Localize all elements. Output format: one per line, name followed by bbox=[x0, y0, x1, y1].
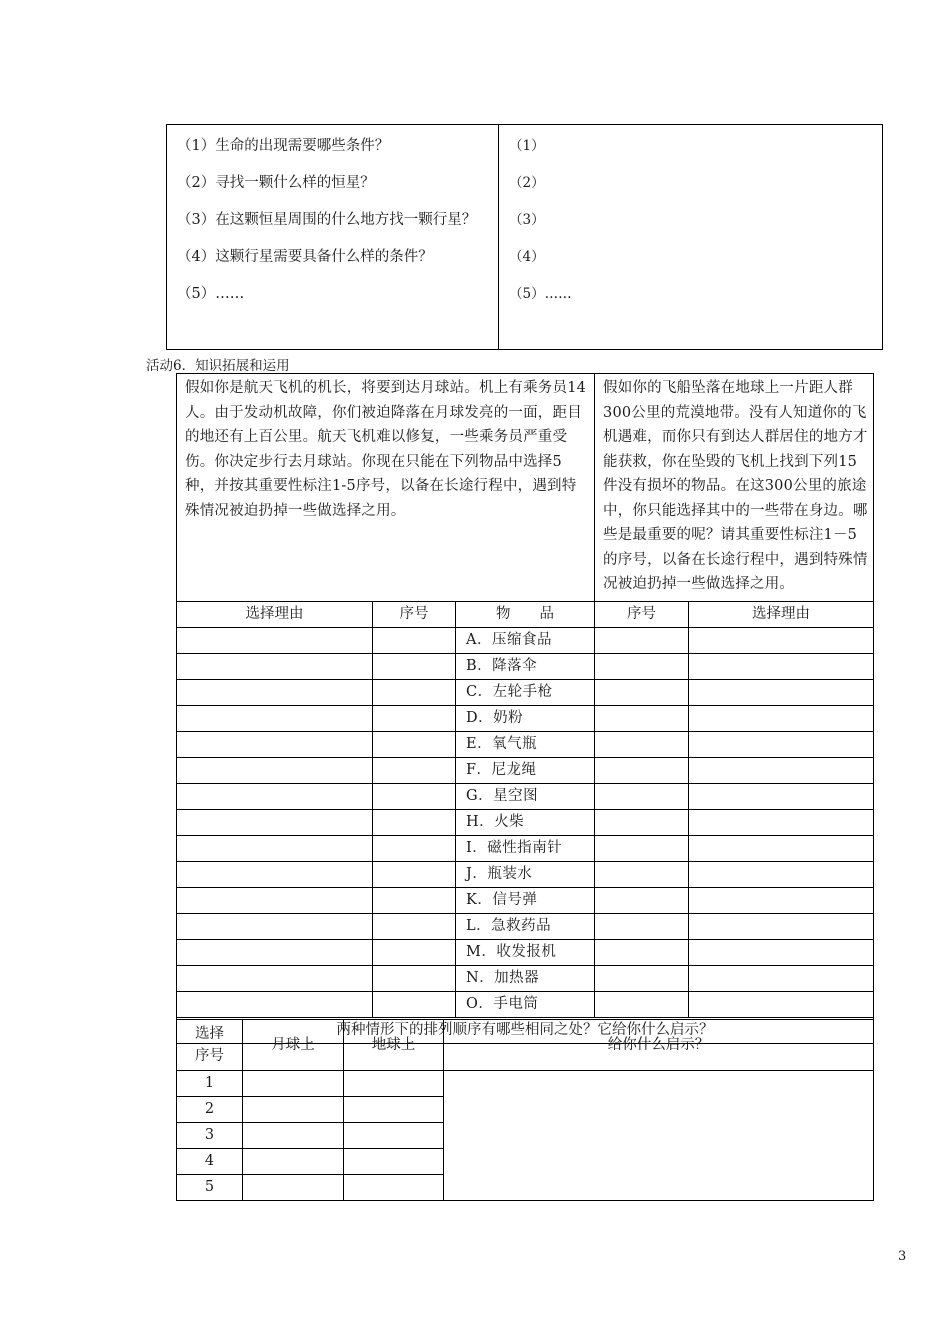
reason-right-cell[interactable] bbox=[689, 627, 874, 653]
item-row bbox=[177, 783, 874, 809]
conditions-question-box bbox=[166, 124, 883, 350]
item-label: I．磁性指南针 bbox=[456, 835, 595, 861]
item-label: G．星空图 bbox=[456, 783, 595, 809]
reason-right-cell[interactable] bbox=[689, 757, 874, 783]
rank-number: 4 bbox=[177, 1149, 243, 1175]
reason-right-cell[interactable] bbox=[689, 887, 874, 913]
reason-right-cell[interactable] bbox=[689, 861, 874, 887]
item-row bbox=[177, 809, 874, 835]
seq-header-line1: 选择 bbox=[195, 1026, 224, 1042]
reason-left-cell[interactable] bbox=[177, 887, 373, 913]
item-label: E．氧气瓶 bbox=[456, 731, 595, 757]
reason-left-cell[interactable] bbox=[177, 757, 373, 783]
questions-column bbox=[167, 125, 499, 350]
question-2: （2）寻找一颗什么样的恒星？ bbox=[177, 175, 375, 191]
seq-right-cell[interactable] bbox=[595, 653, 689, 679]
answer-3: （3） bbox=[509, 212, 545, 228]
answer-4: （4） bbox=[509, 249, 545, 265]
item-label: B．降落伞 bbox=[456, 653, 595, 679]
moon-rank-cell[interactable] bbox=[243, 1071, 344, 1097]
item-label: N．加热器 bbox=[456, 965, 595, 991]
seq-right-cell[interactable] bbox=[595, 991, 689, 1017]
item-row bbox=[177, 705, 874, 731]
earth-rank-cell[interactable] bbox=[344, 1123, 444, 1149]
seq-left-cell[interactable] bbox=[373, 861, 456, 887]
reason-left-cell[interactable] bbox=[177, 783, 373, 809]
item-label: C．左轮手枪 bbox=[456, 679, 595, 705]
moon-scenario: 假如你是航天飞机的机长，将要到达月球站。机上有乘务员14人。由于发动机故障，你们被迫降落在月球发亮的一面，距目的地还有上百公里。航天飞机难以修复，一些乘务员严重受伤。你决定步行去月球站。你现在只能在下列物品中选择5种，并按其重要性标注1-5序号，以备在长途行程中，遇到特殊情况被迫扔掉一些做选择之用。 bbox=[177, 374, 595, 602]
seq-header bbox=[177, 1020, 243, 1071]
seq-left-cell[interactable] bbox=[373, 653, 456, 679]
answers-column[interactable] bbox=[499, 125, 883, 350]
item-row bbox=[177, 731, 874, 757]
seq-left-cell[interactable] bbox=[373, 939, 456, 965]
rank-number: 3 bbox=[177, 1123, 243, 1149]
earth-rank-cell[interactable] bbox=[344, 1097, 444, 1123]
reason-left-cell[interactable] bbox=[177, 913, 373, 939]
reason-right-cell[interactable] bbox=[689, 705, 874, 731]
item-row bbox=[177, 991, 874, 1017]
question-4: （4）这颗行星需要具备什么样的条件？ bbox=[177, 249, 433, 265]
seq-left-cell[interactable] bbox=[373, 757, 456, 783]
seq-right-cell[interactable] bbox=[595, 627, 689, 653]
item-label: A．压缩食品 bbox=[456, 627, 595, 653]
reason-right-cell[interactable] bbox=[689, 913, 874, 939]
seq-left-cell[interactable] bbox=[373, 887, 456, 913]
moon-rank-cell[interactable] bbox=[243, 1097, 344, 1123]
rank-number: 2 bbox=[177, 1097, 243, 1123]
reason-right-cell[interactable] bbox=[689, 965, 874, 991]
earth-rank-cell[interactable] bbox=[344, 1149, 444, 1175]
reason-left-cell[interactable] bbox=[177, 705, 373, 731]
moon-rank-cell[interactable] bbox=[243, 1149, 344, 1175]
seq-right-cell[interactable] bbox=[595, 861, 689, 887]
reason-right-cell[interactable] bbox=[689, 679, 874, 705]
seq-left-cell[interactable] bbox=[373, 783, 456, 809]
seq-left-cell[interactable] bbox=[373, 835, 456, 861]
moon-header: 月球上 bbox=[243, 1020, 344, 1071]
earth-rank-cell[interactable] bbox=[344, 1175, 444, 1201]
ranking-row bbox=[177, 1071, 874, 1097]
question-3: （3）在这颗恒星周围的什么地方找一颗行星？ bbox=[177, 212, 477, 228]
reason-right-header: 选择理由 bbox=[689, 601, 874, 627]
reason-left-cell[interactable] bbox=[177, 835, 373, 861]
insight-header: 给你什么启示？ bbox=[444, 1020, 874, 1071]
seq-left-cell[interactable] bbox=[373, 627, 456, 653]
question-5: （5）…… bbox=[177, 286, 245, 302]
item-label: O．手电筒 bbox=[456, 991, 595, 1017]
earth-header: 地球上 bbox=[344, 1020, 444, 1071]
activity-title: 活动6．知识拓展和运用 bbox=[146, 358, 290, 374]
ranking-comparison-table bbox=[176, 1019, 874, 1201]
item-row bbox=[177, 835, 874, 861]
seq-left-cell[interactable] bbox=[373, 991, 456, 1017]
survival-items-table bbox=[176, 373, 874, 1044]
reason-right-cell[interactable] bbox=[689, 991, 874, 1017]
item-row bbox=[177, 757, 874, 783]
seq-left-cell[interactable] bbox=[373, 965, 456, 991]
reason-left-header: 选择理由 bbox=[177, 601, 373, 627]
rank-number: 5 bbox=[177, 1175, 243, 1201]
reason-right-cell[interactable] bbox=[689, 809, 874, 835]
seq-left-header: 序号 bbox=[373, 601, 456, 627]
item-label: J．瓶装水 bbox=[456, 861, 595, 887]
moon-rank-cell[interactable] bbox=[243, 1123, 344, 1149]
seq-left-cell[interactable] bbox=[373, 913, 456, 939]
item-row bbox=[177, 887, 874, 913]
item-label: D．奶粉 bbox=[456, 705, 595, 731]
reason-right-cell[interactable] bbox=[689, 783, 874, 809]
seq-right-cell[interactable] bbox=[595, 757, 689, 783]
item-label: H．火柴 bbox=[456, 809, 595, 835]
reason-left-cell[interactable] bbox=[177, 861, 373, 887]
item-row bbox=[177, 679, 874, 705]
reason-right-cell[interactable] bbox=[689, 939, 874, 965]
seq-right-cell[interactable] bbox=[595, 679, 689, 705]
seq-left-cell[interactable] bbox=[373, 809, 456, 835]
item-row bbox=[177, 939, 874, 965]
reason-right-cell[interactable] bbox=[689, 835, 874, 861]
reason-left-cell[interactable] bbox=[177, 653, 373, 679]
reason-left-cell[interactable] bbox=[177, 809, 373, 835]
seq-right-cell[interactable] bbox=[595, 783, 689, 809]
seq-right-cell[interactable] bbox=[595, 913, 689, 939]
rank-number: 1 bbox=[177, 1071, 243, 1097]
seq-right-header: 序号 bbox=[595, 601, 689, 627]
seq-left-cell[interactable] bbox=[373, 679, 456, 705]
item-label: L．急救药品 bbox=[456, 913, 595, 939]
reason-left-cell[interactable] bbox=[177, 627, 373, 653]
answer-5: （5）…… bbox=[509, 286, 572, 302]
compare-question: 两种情形下的排列顺序有哪些相同之处？它给你什么启示？ bbox=[177, 1017, 874, 1043]
item-row bbox=[177, 627, 874, 653]
reason-left-cell[interactable] bbox=[177, 991, 373, 1017]
seq-header-line2: 序号 bbox=[195, 1048, 224, 1064]
reason-left-cell[interactable] bbox=[177, 939, 373, 965]
item-label: K．信号弹 bbox=[456, 887, 595, 913]
earth-rank-cell[interactable] bbox=[344, 1071, 444, 1097]
moon-rank-cell[interactable] bbox=[243, 1175, 344, 1201]
seq-right-cell[interactable] bbox=[595, 835, 689, 861]
item-label: M．收发报机 bbox=[456, 939, 595, 965]
item-row bbox=[177, 965, 874, 991]
answer-1: （1） bbox=[509, 138, 545, 154]
answer-2: （2） bbox=[509, 175, 545, 191]
item-row bbox=[177, 913, 874, 939]
reason-left-cell[interactable] bbox=[177, 679, 373, 705]
reason-left-cell[interactable] bbox=[177, 965, 373, 991]
seq-right-cell[interactable] bbox=[595, 887, 689, 913]
earth-scenario: 假如你的飞船坠落在地球上一片距人群300公里的荒漠地带。没有人知道你的飞机遇难，而你只有到达人群居住的地方才能获救，你在坠毁的飞机上找到下列15件没有损坏的物品。在这300公里的旅途中，你只能选择其中的一些带在身边。哪些是最重要的呢？请其重要性标注1－5的序号，以备在长途行程中，遇到特殊情况被迫扔掉一些做选择之用。 bbox=[595, 374, 874, 602]
seq-right-cell[interactable] bbox=[595, 731, 689, 757]
reason-right-cell[interactable] bbox=[689, 653, 874, 679]
seq-right-cell[interactable] bbox=[595, 965, 689, 991]
seq-right-cell[interactable] bbox=[595, 809, 689, 835]
reason-left-cell[interactable] bbox=[177, 731, 373, 757]
reason-right-cell[interactable] bbox=[689, 731, 874, 757]
seq-right-cell[interactable] bbox=[595, 939, 689, 965]
item-row bbox=[177, 861, 874, 887]
seq-left-cell[interactable] bbox=[373, 731, 456, 757]
item-row bbox=[177, 653, 874, 679]
seq-left-cell[interactable] bbox=[373, 705, 456, 731]
seq-right-cell[interactable] bbox=[595, 705, 689, 731]
page-number: 3 bbox=[898, 1249, 907, 1264]
insight-answer-area[interactable] bbox=[444, 1071, 874, 1201]
items-header: 物 品 bbox=[456, 601, 595, 627]
question-1: （1）生命的出现需要哪些条件？ bbox=[177, 138, 390, 154]
item-label: F．尼龙绳 bbox=[456, 757, 595, 783]
